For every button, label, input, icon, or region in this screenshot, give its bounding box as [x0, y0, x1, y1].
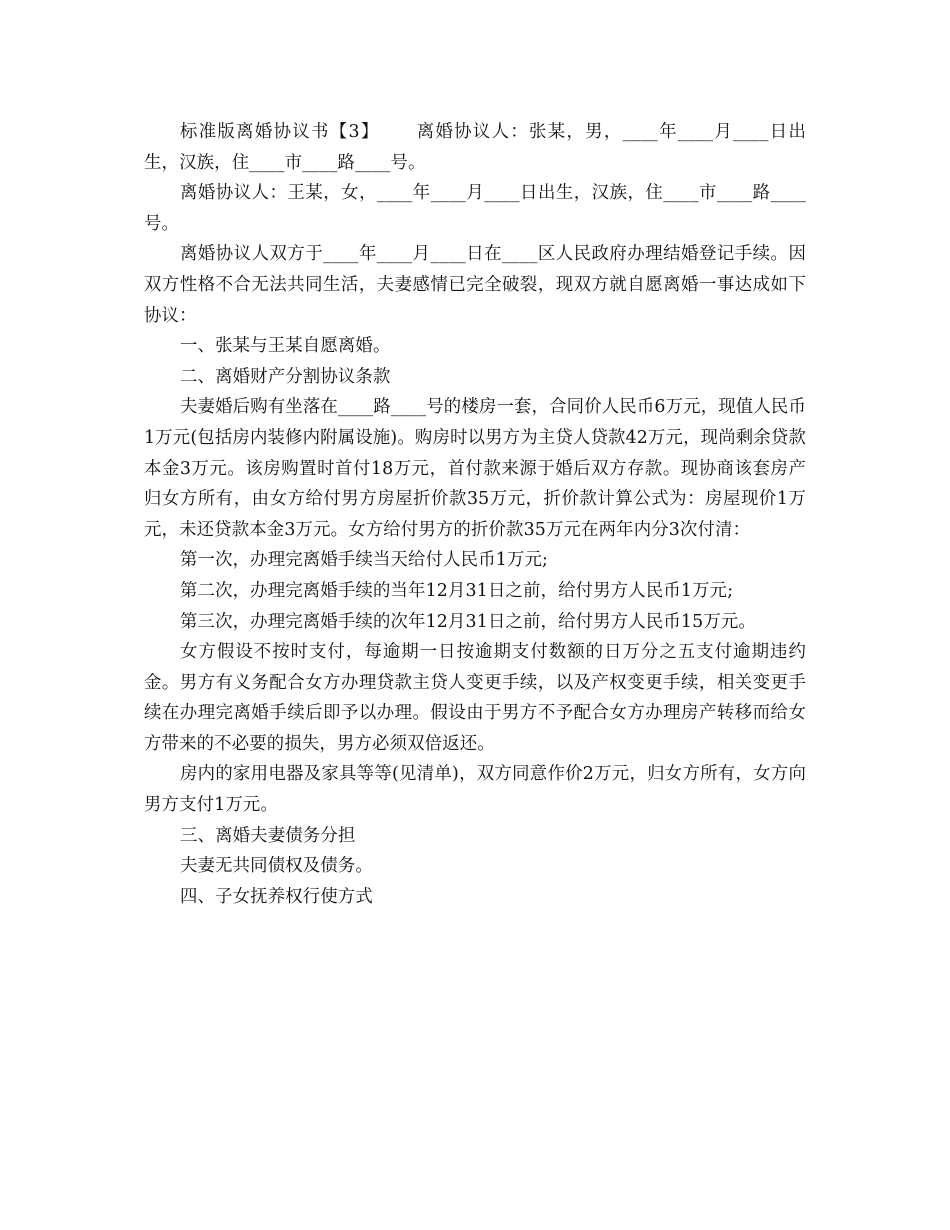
- late-payment-paragraph: 女方假设不按时支付，每逾期一日按逾期支付数额的日万分之五支付逾期违约金。男方有义务配合女方办理贷款主贷人变更手续，以及产权变更手续，相关变更手续在办理完离婚手续后即予以办理。假设由于男方不予配合女方办理房产转移而给女方带来的不必要的损失，男方必须双倍返还。: [144, 642, 806, 754]
- party-b-paragraph: 离婚协议人：王某，女，____年____月____日出生，汉族，住____市____路____号。: [144, 183, 806, 234]
- payment-first-paragraph: 第一次，办理完离婚手续当天给付人民币1万元;: [180, 550, 549, 571]
- furniture-paragraph: 房内的家用电器及家具等等(见清单)，双方同意作价2万元，归女方所有，女方向男方支付1万元。: [144, 764, 806, 816]
- document-title: 标准版离婚协议书【3】: [180, 122, 380, 142]
- marriage-registration-paragraph: 离婚协议人双方于____年____月____日在____区人民政府办理结婚登记手续。因双方性格不合无法共同生活，夫妻感情已完全破裂，现双方就自愿离婚一事达成如下协议：: [144, 244, 806, 326]
- party-a-text: 离婚协议人：张某，男，____年____月____日出生，汉族，住____市____路____号。: [144, 122, 806, 173]
- section-1-heading: 一、张某与王某自愿离婚。: [180, 336, 391, 357]
- property-paragraph: 夫妻婚后购有坐落在____路____号的楼房一套，合同价人民币6万元，现值人民币1万元(包括房内装修内附属设施)。购房时以男方为主贷人贷款42万元，现尚剩余贷款本金3万元。该房购置时首付18万元，首付款来源于婚后双方存款。现协商该套房产归女方所有，由女方给付男方房屋折价款35万元，折价款计算公式为：房屋现价1万元，未还贷款本金3万元。女方给付男方的折价款35万元在两年内分3次付清：: [144, 397, 806, 540]
- section-2-heading: 二、离婚财产分割协议条款: [180, 366, 391, 387]
- debt-paragraph: 夫妻无共同债权及债务。: [180, 856, 373, 877]
- section-4-heading: 四、子女抚养权行使方式: [180, 886, 373, 907]
- document-body: [144, 117, 806, 912]
- title-paragraph: [144, 117, 806, 178]
- payment-second-paragraph: 第二次，办理完离婚手续的当年12月31日之前，给付男方人民币1万元;: [180, 580, 734, 601]
- section-3-heading: 三、离婚夫妻债务分担: [180, 825, 356, 846]
- payment-third-paragraph: 第三次，办理完离婚手续的次年12月31日之前，给付男方人民币15万元。: [180, 611, 756, 632]
